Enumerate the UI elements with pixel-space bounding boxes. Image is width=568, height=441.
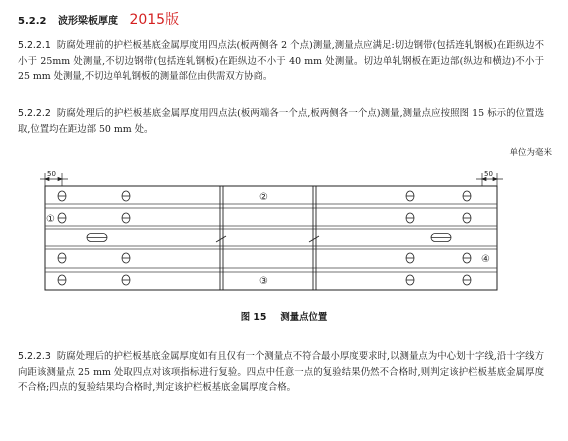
- paragraph-number: 5.2.2.1: [18, 40, 51, 51]
- paragraph-5-2-2-2: [18, 106, 544, 137]
- section-title: 波形梁板厚度: [57, 16, 118, 27]
- point-label-2: ②: [259, 192, 268, 203]
- version-tag: 2015版: [129, 12, 180, 28]
- paragraph-5-2-2-1: [18, 38, 544, 85]
- section-heading: [18, 9, 179, 29]
- figure-caption: [0, 309, 568, 323]
- figure-caption-text: 测量点位置: [280, 312, 328, 323]
- section-number: 5.2.2: [18, 16, 47, 27]
- dimension-left-label: 50: [47, 170, 56, 178]
- bolt-holes-right: [406, 191, 471, 285]
- guardrail-panel-outline: [45, 186, 497, 290]
- unit-label: 单位为毫米: [509, 148, 552, 158]
- paragraph-number: 5.2.2.3: [18, 351, 51, 362]
- corrugation-lines: [45, 204, 497, 272]
- paragraph-text: 防腐处理后的护栏板基底金属厚度如有且仅有一个测量点不符合最小厚度要求时,以测量点为中心划十字线,沿十字线方向距该测量点 25 mm 处取四点对该项指标进行复验。四点中任意一点的复验结果仍然不合格时,则判定该护栏板基底金属厚度不合格;四点的复验结果均合格时,判定该护栏板基底金属厚度合格。: [18, 351, 544, 394]
- bolt-holes-left: [58, 191, 130, 285]
- figure-number: 图 15: [240, 312, 267, 323]
- point-label-1: ①: [46, 214, 55, 225]
- point-label-4: ④: [481, 254, 490, 265]
- paragraph-text: 防腐处理后的护栏板基底金属厚度用四点法(板两端各一个点,板两侧各一个点)测量,测量点应按照图 15 标示的位置选取,位置均在距边部 50 mm 处。: [18, 108, 544, 135]
- point-label-3: ③: [259, 276, 268, 287]
- paragraph-number: 5.2.2.2: [18, 108, 51, 119]
- paragraph-text: 防腐处理前的护栏板基底金属厚度用四点法(板两侧各 2 个点)测量,测量点应满足:切边钢带(包括连轧钢板)在距纵边不小于 25mm 处测量,不切边钢带(包括连轧钢板)在距纵边不小于 40 mm 处测量。切边单轧钢板在距边部(纵边和横边)不小于 25 mm 处测量,不切边单轧钢板的测量部位由供需双方协商。: [18, 40, 544, 83]
- dimension-right-label: 50: [484, 170, 493, 178]
- paragraph-5-2-2-3: [18, 349, 544, 396]
- measurement-point-figure: [0, 160, 568, 300]
